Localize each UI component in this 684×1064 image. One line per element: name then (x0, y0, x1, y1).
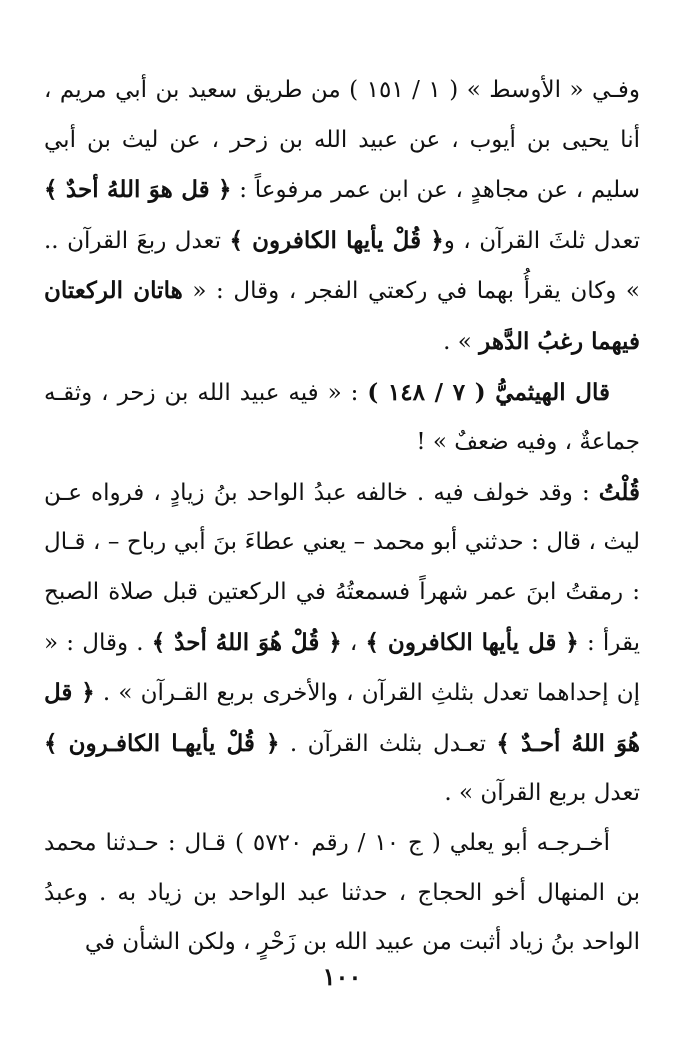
text-segment: : وقد خولف فيه . خالفه عبدُ الواحد بنُ زيادٍ ، فرواه عـن ليث ، قال : حدثني أبو محمد – يعني عطاءَ بنَ أبي رباح – ، قـال : رمقتُ ابنَ عمر شهراً فسمعتُهُ في الركعتين قبل صلاة الصبح يقرأ : (44, 479, 641, 656)
bold-text-segment: ﴿ قُلْ هُوَ اللهُ أحدٌ ﴾ (151, 628, 342, 656)
bold-text-segment: ﴿ قُلْ يأيهـا الكافـرون ﴾ (44, 729, 280, 757)
bold-text-segment: ﴿ قل يأيها الكافرون ﴾ (365, 628, 579, 656)
paragraph (44, 819, 640, 968)
text-segment: تعدل بربع القرآن » . (444, 780, 640, 807)
text-segment: : « فيه عبيد الله بن زحر ، وثقـه جماعةٌ ، وفيه ضعفٌ » ! (44, 379, 640, 456)
paragraph (44, 368, 640, 468)
text-segment: تعـدل بثلث القرآن . (279, 730, 497, 757)
text-segment: تعدل ربعَ القرآن .. » وكان يقرأُ بهما في ركعتي الفجر ، وقال : « (44, 227, 641, 305)
paragraph (44, 468, 640, 819)
bold-text-segment: ﴿ قُلْ يأيها الكافرون ﴾ (229, 226, 444, 254)
bold-text-segment: ﴿ قل هُوَ اللهُ أحـدٌ ﴾ (44, 679, 640, 757)
bold-text-segment: هاتان الركعتان فيهما رغبُ الدَّهر (44, 277, 640, 355)
text-segment: . وقال : « إن إحداهما تعدل بثلثِ القرآن ، والأخرى بربع القـرآن » . (44, 629, 641, 707)
text-segment: » . (443, 328, 480, 355)
paragraph (44, 66, 640, 368)
bold-text-segment: قُلْتُ (598, 478, 640, 506)
bold-text-segment: قال الهيثميُّ ( ٧ / ١٤٨ ) (367, 378, 611, 406)
text-segment: وفـي « الأوسط » ( ١ / ١٥١ ) من طريق سعيد بن أبي مريم ، أنا يحيى بن أيوب ، عن عبيد الله بن زحر ، عن ليث بن أبي سليم ، عن مجاهدٍ ، عن ابن عمر مرفوعاً : (44, 77, 641, 204)
body-text (44, 66, 640, 968)
bold-text-segment: ﴿ قل هوَ اللهُ أحدٌ ﴾ (44, 176, 232, 204)
text-segment: تعدل ثلثَ القرآن ، و (443, 227, 640, 254)
text-segment: أخـرجـه أبو يعلي ( ج ١٠ / رقم ٥٧٢٠ ) قـال : حـدثنا محمد بن المنهال أخو الحجاج ، حدثنا عبد الواحد بن زياد به . وعبدُ الواحد بنُ زياد أثبت من عبيد الله بن زَحْرٍ ، ولكن الشأن في (44, 829, 640, 956)
text-segment: ، (341, 629, 366, 656)
page-number: ١٠٠ (322, 962, 362, 991)
